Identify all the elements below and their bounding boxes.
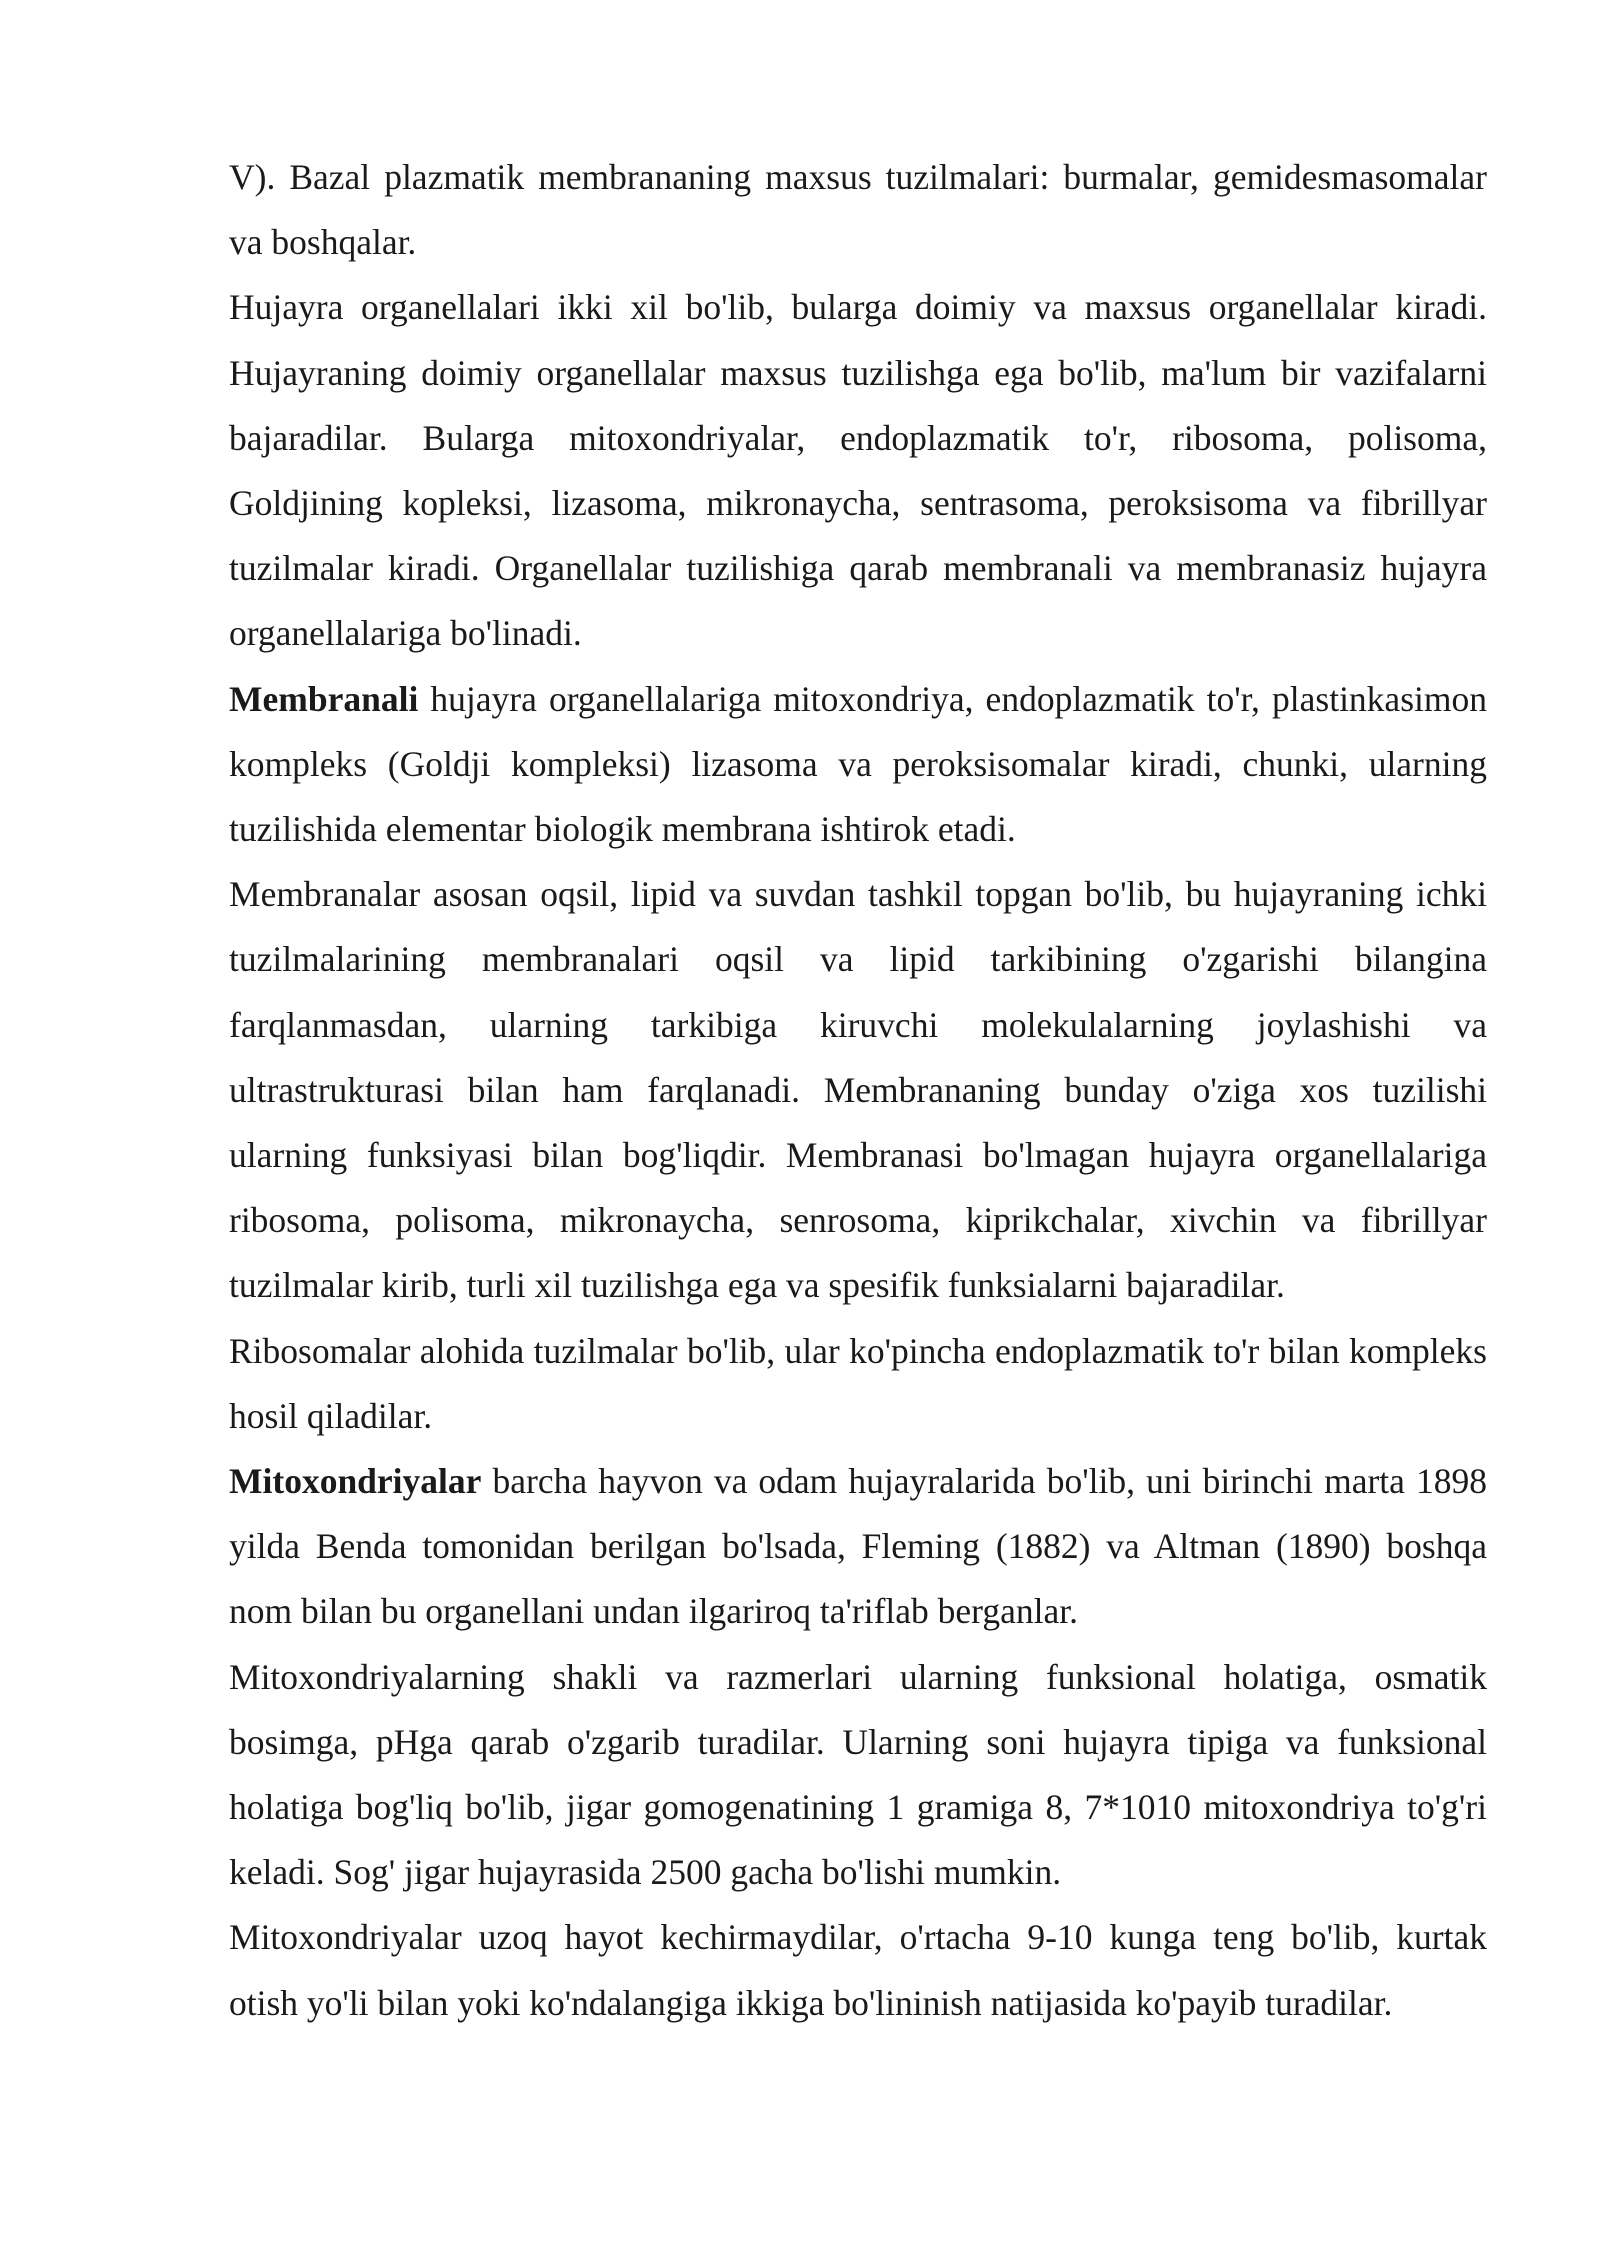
bold-term: Membranali xyxy=(229,678,419,719)
paragraph-membrane-composition xyxy=(229,862,1487,1318)
document-body xyxy=(229,145,1487,2036)
bold-term: Mitoxondriyalar xyxy=(229,1461,482,1502)
paragraph-membranous-organelles xyxy=(229,667,1487,863)
paragraph-ribosomes xyxy=(229,1319,1487,1449)
paragraph-text: V). Bazal plazmatik membrananing maxsus tuzilmalari: burmalar, gemidesmasomalar va boshqalar. xyxy=(229,157,1487,263)
paragraph-mitochondria-history xyxy=(229,1449,1487,1645)
paragraph-text: Membranalar asosan oqsil, lipid va suvdan tashkil topgan bo'lib, bu hujayraning ichki tuzilmalarining membranalari oqsil va lipid tarkibining o'zgarishi bilangina farqlanmasdan, ularning tarkibiga kiruvchi molekulalarning joylashishi va ultrastrukturasi bilan ham farqlanadi. Membrananing bunday o'ziga xos tuzilishi ularning funksiyasi bilan bog'liqdir. Membranasi bo'lmagan hujayra organellalariga ribosoma, polisoma, mikronaycha, senrosoma, kiprikchalar, xivchin va fibrillyar tuzilmalar kirib, turli xil tuzilishga ega va spesifik funksialarni bajaradilar. xyxy=(229,874,1487,1306)
paragraph-text: Hujayra organellalari ikki xil bo'lib, bularga doimiy va maxsus organellalar kiradi. Hujayraning doimiy organellalar maxsus tuzilishga ega bo'lib, ma'lum bir vazifalarni bajaradilar. Bularga mitoxondriyalar, endoplazmatik to'r, ribosoma, polisoma, Goldjining kopleksi, lizasoma, mikronaycha, sentrasoma, peroksisoma va fibrillyar tuzilmalar kiradi. Organellalar tuzilishiga qarab membranali va membranasiz hujayra organellalariga bo'linadi. xyxy=(229,287,1487,654)
paragraph-text: Mitoxondriyalar uzoq hayot kechirmaydilar, o'rtacha 9-10 kunga teng bo'lib, kurtak otish yo'li bilan yoki ko'ndalangiga ikkiga bo'lininish natijasida ko'payib turadilar. xyxy=(229,1917,1487,2023)
paragraph-text: barcha hayvon va odam hujayralarida bo'lib, uni birinchi marta 1898 yilda Benda tomonidan berilgan bo'lsada, Fleming (1882) va Altman (1890) boshqa nom bilan bu organellani undan ilgariroq ta'riflab berganlar. xyxy=(229,1461,1487,1632)
paragraph-organelles-overview xyxy=(229,275,1487,666)
paragraph-mitochondria-lifespan xyxy=(229,1905,1487,2035)
paragraph-text: Ribosomalar alohida tuzilmalar bo'lib, ular ko'pincha endoplazmatik to'r bilan kompleks hosil qiladilar. xyxy=(229,1330,1487,1436)
paragraph-text: Mitoxondriyalarning shakli va razmerlari ularning funksional holatiga, osmatik bosimga, pHga qarab o'zgarib turadilar. Ularning soni hujayra tipiga va funksional holatiga bog'liq bo'lib, jigar gomogenatining 1 gramiga 8, 7*1010 mitoxondriya to'g'ri keladi. Sog' jigar hujayrasida 2500 gacha bo'lishi mumkin. xyxy=(229,1656,1487,1893)
paragraph-mitochondria-shape xyxy=(229,1645,1487,1906)
paragraph-text: hujayra organellalariga mitoxondriya, endoplazmatik to'r, plastinkasimon kompleks (Goldji kompleksi) lizasoma va peroksisomalar kiradi, chunki, ularning tuzilishida elementar biologik membrana ishtirok etadi. xyxy=(229,678,1487,850)
paragraph-basal-membrane xyxy=(229,145,1487,275)
